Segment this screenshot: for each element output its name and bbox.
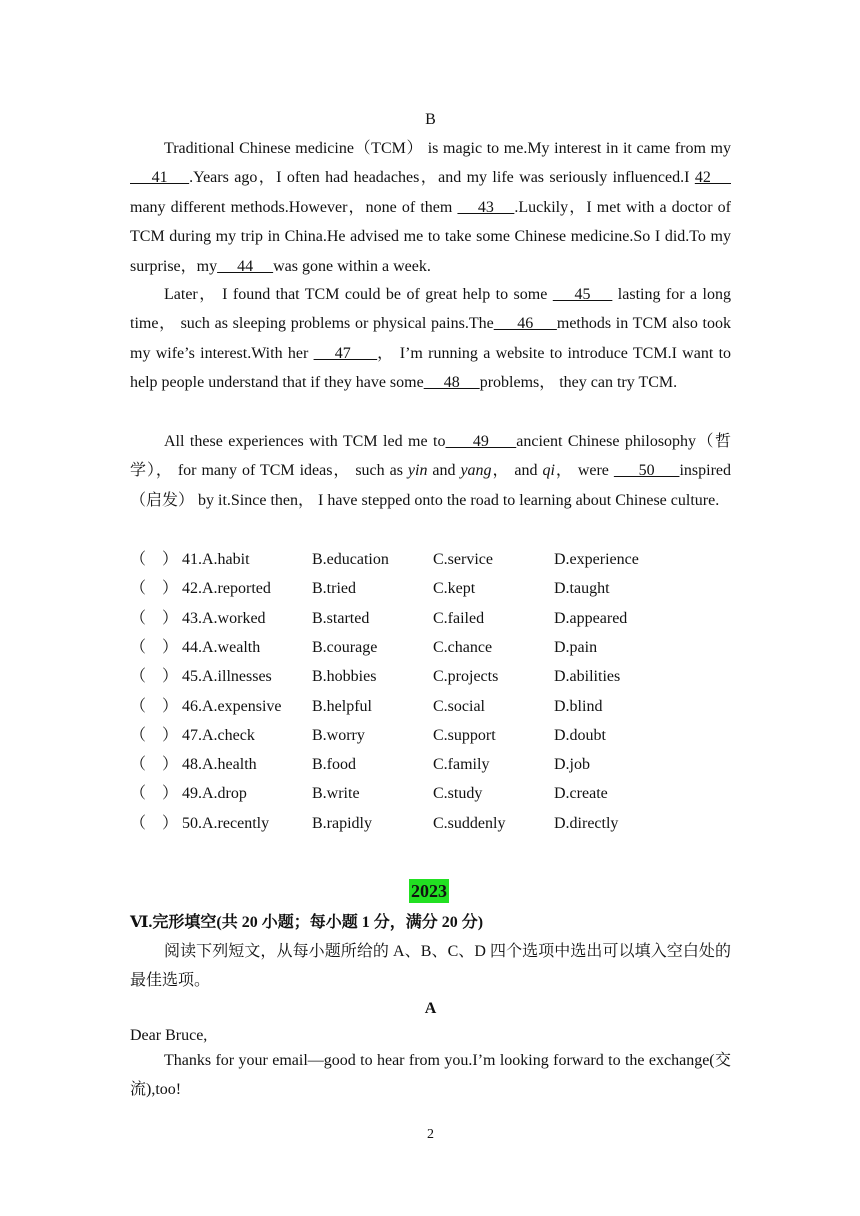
blank-46: 46 xyxy=(493,315,557,333)
question-row xyxy=(130,721,731,750)
blank-44: 44 xyxy=(217,257,274,275)
option-c: C.service xyxy=(433,551,493,568)
question-row xyxy=(130,692,731,721)
blank-50: 50 xyxy=(613,462,680,480)
question-row xyxy=(130,662,731,691)
option-d: D.job xyxy=(554,756,590,774)
answer-bracket: （ ） xyxy=(130,580,179,598)
option-c: C.chance xyxy=(433,638,493,656)
blank-49: 49 xyxy=(445,433,517,450)
option-a: 48.A.health xyxy=(182,756,257,774)
option-b: B.tried xyxy=(312,580,356,598)
question-row xyxy=(130,750,731,779)
answer-bracket: （ ） xyxy=(130,609,179,627)
question-row xyxy=(130,809,731,838)
option-c: C.study xyxy=(433,785,483,803)
option-d: D.doubt xyxy=(554,726,606,744)
blank-43: 43 xyxy=(457,198,515,216)
option-b: B.rapidly xyxy=(312,814,372,832)
option-c: C.suddenly xyxy=(433,814,506,832)
option-b: B.helpful xyxy=(312,697,372,715)
passage-a-heading: A xyxy=(424,1000,437,1017)
blank-45: 45 xyxy=(552,286,613,303)
answer-bracket: （ ） xyxy=(130,756,179,774)
passage-b-heading: B xyxy=(425,111,436,128)
option-b: B.hobbies xyxy=(312,668,377,686)
option-a: 43.A.worked xyxy=(182,609,266,627)
option-b: B.write xyxy=(312,785,360,803)
question-row xyxy=(130,545,731,574)
option-a: 50.A.recently xyxy=(182,814,270,832)
option-d: D.experience xyxy=(554,551,639,568)
section-6-instruction: 阅读下列短文，从每小题所给的 A、B、C、D 四个选项中选出可以填入空白处的最佳选项。 xyxy=(130,943,731,990)
option-c: C.social xyxy=(433,697,485,715)
blank-42: 42 xyxy=(694,169,731,187)
blank-48: 48 xyxy=(423,374,480,392)
answer-bracket: （ ） xyxy=(130,551,179,568)
option-c: C.projects xyxy=(433,668,499,686)
letter-body: Thanks for your email—good to hear from you.I’m looking forward to the exchange(交流),too! xyxy=(130,1052,731,1099)
option-a: 47.A.check xyxy=(182,726,255,744)
option-b: B.education xyxy=(312,551,389,568)
option-a: 41.A.habit xyxy=(182,551,250,568)
option-a: 44.A.wealth xyxy=(182,638,261,656)
option-c: C.family xyxy=(433,756,490,774)
letter-greeting: Dear Bruce, xyxy=(130,1027,208,1044)
answer-bracket: （ ） xyxy=(130,638,179,656)
option-a: 45.A.illnesses xyxy=(182,668,272,686)
option-b: B.started xyxy=(312,609,370,627)
option-d: D.appeared xyxy=(554,609,628,627)
passage-b-paragraph-1: Traditional Chinese medicine（TCM） is magic to me.My interest in it came from my 41 .Years ago，I often had headaches，and my life was seriously influenced.I 42 many different methods.However，none of them 43 .Luckily，I met with a doctor of TCM during my trip in China.He advised me to take some Chinese medicine.So I did.To my surprise，my 44 was gone within a week. xyxy=(130,140,732,275)
passage-b-paragraph-2: Later， I found that TCM could be of great help to some 45 lasting for a long time， such as sleeping problems or physical pains.The 46 methods in TCM also took my wife’s interest.With her 47 ， I’m running a website to introduce TCM.I want to help people understand that if they have some 48 problems， they can try TCM. xyxy=(130,286,732,392)
option-a: 42.A.reported xyxy=(182,580,271,598)
blank-41: 41 xyxy=(130,169,190,187)
answer-bracket: （ ） xyxy=(130,726,179,744)
answer-bracket: （ ） xyxy=(130,697,179,715)
option-b: B.courage xyxy=(312,638,378,656)
option-a: 46.A.expensive xyxy=(182,697,282,715)
option-d: D.directly xyxy=(554,814,619,832)
answer-bracket: （ ） xyxy=(130,814,179,832)
section-6-title: Ⅵ.完形填空(共 20 小题；每小题 1 分，满分 20 分) xyxy=(130,914,484,931)
option-d: D.taught xyxy=(554,580,610,598)
option-a: 49.A.drop xyxy=(182,785,247,803)
answer-bracket: （ ） xyxy=(130,785,179,803)
page-number: 2 xyxy=(427,1127,434,1142)
option-d: D.blind xyxy=(554,697,603,715)
option-c: C.support xyxy=(433,726,496,744)
option-c: C.kept xyxy=(433,580,476,598)
option-c: C.failed xyxy=(433,609,485,627)
option-d: D.abilities xyxy=(554,668,621,686)
question-row xyxy=(130,633,731,662)
option-d: D.pain xyxy=(554,638,598,656)
question-row xyxy=(130,779,731,808)
year-badge: 2023 xyxy=(411,881,447,901)
answer-bracket: （ ） xyxy=(130,668,179,686)
blank-47: 47 xyxy=(313,344,378,362)
option-b: B.food xyxy=(312,756,356,774)
passage-b-paragraph-3: All these experiences with TCM led me to 49 ancient Chinese philosophy（哲学）， for many of TCM ideas， such as yin and yang， and qi， were 50 inspired （启发） by it.Since then， I have stepped onto the road to learning about Chinese culture. xyxy=(130,433,731,509)
option-d: D.create xyxy=(554,785,608,803)
option-b: B.worry xyxy=(312,726,365,744)
question-row xyxy=(130,574,731,603)
question-row xyxy=(130,604,731,633)
